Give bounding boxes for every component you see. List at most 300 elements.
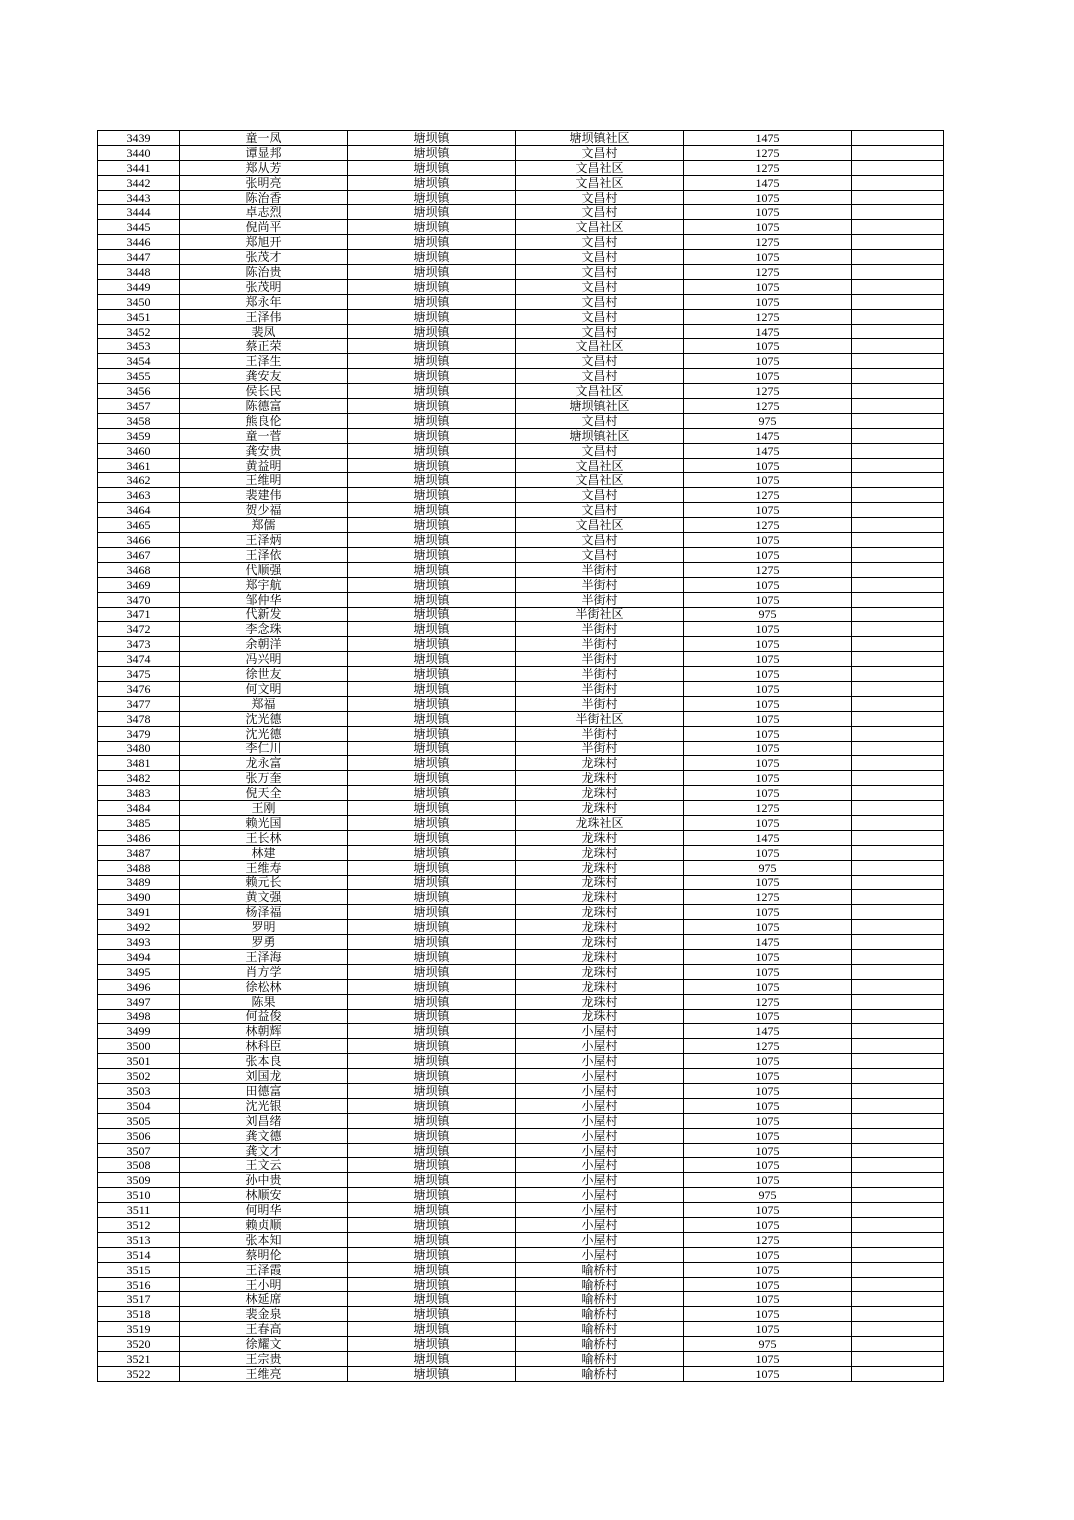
note-cell xyxy=(852,1322,944,1337)
village-cell: 喻桥村 xyxy=(516,1352,684,1367)
town-cell: 塘坝镇 xyxy=(348,652,516,667)
table-row xyxy=(98,1039,944,1054)
row-number-cell: 3518 xyxy=(98,1307,180,1322)
table-row xyxy=(98,265,944,280)
village-cell: 文昌村 xyxy=(516,279,684,294)
town-cell: 塘坝镇 xyxy=(348,533,516,548)
name-cell: 王泽霞 xyxy=(180,1262,348,1277)
amount-cell: 1075 xyxy=(684,1173,852,1188)
row-number-cell: 3453 xyxy=(98,339,180,354)
town-cell: 塘坝镇 xyxy=(348,443,516,458)
village-cell: 文昌村 xyxy=(516,354,684,369)
village-cell: 龙珠村 xyxy=(516,801,684,816)
town-cell: 塘坝镇 xyxy=(348,607,516,622)
table-row xyxy=(98,1069,944,1084)
name-cell: 黄文强 xyxy=(180,890,348,905)
town-cell: 塘坝镇 xyxy=(348,250,516,265)
table-row xyxy=(98,994,944,1009)
note-cell xyxy=(852,801,944,816)
village-cell: 龙珠村 xyxy=(516,771,684,786)
row-number-cell: 3512 xyxy=(98,1218,180,1233)
note-cell xyxy=(852,384,944,399)
table-row xyxy=(98,1247,944,1262)
amount-cell: 1275 xyxy=(684,265,852,280)
table-row xyxy=(98,205,944,220)
name-cell: 何明华 xyxy=(180,1203,348,1218)
table-row xyxy=(98,1366,944,1381)
amount-cell: 1075 xyxy=(684,1307,852,1322)
village-cell: 喻桥村 xyxy=(516,1366,684,1381)
name-cell: 裴建伟 xyxy=(180,488,348,503)
village-cell: 文昌社区 xyxy=(516,220,684,235)
village-cell: 喻桥村 xyxy=(516,1322,684,1337)
town-cell: 塘坝镇 xyxy=(348,577,516,592)
table-row xyxy=(98,413,944,428)
row-number-cell: 3470 xyxy=(98,592,180,607)
name-cell: 童一凤 xyxy=(180,131,348,146)
table-row xyxy=(98,607,944,622)
row-number-cell: 3455 xyxy=(98,369,180,384)
note-cell xyxy=(852,1188,944,1203)
amount-cell: 1475 xyxy=(684,131,852,146)
note-cell xyxy=(852,220,944,235)
village-cell: 小屋村 xyxy=(516,1247,684,1262)
name-cell: 郑从芳 xyxy=(180,160,348,175)
name-cell: 刘昌绪 xyxy=(180,1113,348,1128)
name-cell: 张本良 xyxy=(180,1054,348,1069)
table-row xyxy=(98,1054,944,1069)
note-cell xyxy=(852,413,944,428)
name-cell: 陈治香 xyxy=(180,190,348,205)
table-row xyxy=(98,726,944,741)
table-row xyxy=(98,518,944,533)
town-cell: 塘坝镇 xyxy=(348,1203,516,1218)
name-cell: 刘国龙 xyxy=(180,1069,348,1084)
data-table xyxy=(97,130,944,1382)
row-number-cell: 3513 xyxy=(98,1232,180,1247)
table-row xyxy=(98,741,944,756)
note-cell xyxy=(852,339,944,354)
village-cell: 龙珠村 xyxy=(516,920,684,935)
note-cell xyxy=(852,473,944,488)
amount-cell: 1075 xyxy=(684,964,852,979)
name-cell: 王刚 xyxy=(180,801,348,816)
village-cell: 龙珠村 xyxy=(516,890,684,905)
amount-cell: 1275 xyxy=(684,235,852,250)
table-row xyxy=(98,860,944,875)
name-cell: 张万奎 xyxy=(180,771,348,786)
note-cell xyxy=(852,652,944,667)
name-cell: 何文明 xyxy=(180,681,348,696)
table-row xyxy=(98,771,944,786)
town-cell: 塘坝镇 xyxy=(348,399,516,414)
amount-cell: 1075 xyxy=(684,786,852,801)
name-cell: 熊良伦 xyxy=(180,413,348,428)
amount-cell: 1075 xyxy=(684,354,852,369)
note-cell xyxy=(852,845,944,860)
town-cell: 塘坝镇 xyxy=(348,1054,516,1069)
village-cell: 塘坝镇社区 xyxy=(516,428,684,443)
amount-cell: 1075 xyxy=(684,473,852,488)
amount-cell: 1275 xyxy=(684,399,852,414)
village-cell: 龙珠村 xyxy=(516,830,684,845)
village-cell: 龙珠村 xyxy=(516,979,684,994)
table-row xyxy=(98,756,944,771)
amount-cell: 1075 xyxy=(684,741,852,756)
village-cell: 文昌社区 xyxy=(516,518,684,533)
amount-cell: 1275 xyxy=(684,890,852,905)
note-cell xyxy=(852,771,944,786)
village-cell: 龙珠村 xyxy=(516,756,684,771)
row-number-cell: 3497 xyxy=(98,994,180,1009)
name-cell: 王泽伟 xyxy=(180,309,348,324)
amount-cell: 1075 xyxy=(684,711,852,726)
note-cell xyxy=(852,875,944,890)
village-cell: 文昌村 xyxy=(516,294,684,309)
note-cell xyxy=(852,1128,944,1143)
table-row xyxy=(98,1277,944,1292)
village-cell: 小屋村 xyxy=(516,1024,684,1039)
row-number-cell: 3492 xyxy=(98,920,180,935)
row-number-cell: 3464 xyxy=(98,503,180,518)
table-row xyxy=(98,309,944,324)
name-cell: 贺少福 xyxy=(180,503,348,518)
amount-cell: 1075 xyxy=(684,1247,852,1262)
town-cell: 塘坝镇 xyxy=(348,384,516,399)
name-cell: 徐世友 xyxy=(180,667,348,682)
note-cell xyxy=(852,131,944,146)
row-number-cell: 3459 xyxy=(98,428,180,443)
note-cell xyxy=(852,175,944,190)
village-cell: 文昌村 xyxy=(516,190,684,205)
name-cell: 王长林 xyxy=(180,830,348,845)
table-row xyxy=(98,1232,944,1247)
note-cell xyxy=(852,503,944,518)
table-row xyxy=(98,503,944,518)
name-cell: 沈光德 xyxy=(180,726,348,741)
table-row xyxy=(98,250,944,265)
town-cell: 塘坝镇 xyxy=(348,771,516,786)
row-number-cell: 3502 xyxy=(98,1069,180,1084)
town-cell: 塘坝镇 xyxy=(348,190,516,205)
name-cell: 林朝辉 xyxy=(180,1024,348,1039)
amount-cell: 1075 xyxy=(684,190,852,205)
town-cell: 塘坝镇 xyxy=(348,294,516,309)
name-cell: 陈治贵 xyxy=(180,265,348,280)
amount-cell: 1075 xyxy=(684,905,852,920)
row-number-cell: 3479 xyxy=(98,726,180,741)
row-number-cell: 3471 xyxy=(98,607,180,622)
note-cell xyxy=(852,830,944,845)
name-cell: 黄益明 xyxy=(180,458,348,473)
table-body xyxy=(98,131,944,1382)
row-number-cell: 3443 xyxy=(98,190,180,205)
note-cell xyxy=(852,1366,944,1381)
town-cell: 塘坝镇 xyxy=(348,1307,516,1322)
row-number-cell: 3516 xyxy=(98,1277,180,1292)
name-cell: 陈果 xyxy=(180,994,348,1009)
row-number-cell: 3442 xyxy=(98,175,180,190)
note-cell xyxy=(852,145,944,160)
name-cell: 徐耀文 xyxy=(180,1337,348,1352)
amount-cell: 975 xyxy=(684,413,852,428)
note-cell xyxy=(852,547,944,562)
note-cell xyxy=(852,1024,944,1039)
note-cell xyxy=(852,1054,944,1069)
amount-cell: 1275 xyxy=(684,1039,852,1054)
row-number-cell: 3480 xyxy=(98,741,180,756)
village-cell: 文昌社区 xyxy=(516,175,684,190)
village-cell: 小屋村 xyxy=(516,1173,684,1188)
amount-cell: 1075 xyxy=(684,294,852,309)
row-number-cell: 3507 xyxy=(98,1143,180,1158)
note-cell xyxy=(852,860,944,875)
town-cell: 塘坝镇 xyxy=(348,875,516,890)
row-number-cell: 3441 xyxy=(98,160,180,175)
note-cell xyxy=(852,696,944,711)
town-cell: 塘坝镇 xyxy=(348,265,516,280)
table-row xyxy=(98,845,944,860)
table-row xyxy=(98,920,944,935)
row-number-cell: 3451 xyxy=(98,309,180,324)
table-row xyxy=(98,696,944,711)
amount-cell: 1475 xyxy=(684,324,852,339)
row-number-cell: 3482 xyxy=(98,771,180,786)
note-cell xyxy=(852,890,944,905)
village-cell: 龙珠村 xyxy=(516,786,684,801)
row-number-cell: 3444 xyxy=(98,205,180,220)
village-cell: 小屋村 xyxy=(516,1232,684,1247)
row-number-cell: 3517 xyxy=(98,1292,180,1307)
table-row xyxy=(98,547,944,562)
amount-cell: 1475 xyxy=(684,1024,852,1039)
note-cell xyxy=(852,279,944,294)
row-number-cell: 3454 xyxy=(98,354,180,369)
amount-cell: 1275 xyxy=(684,160,852,175)
row-number-cell: 3496 xyxy=(98,979,180,994)
name-cell: 郑永年 xyxy=(180,294,348,309)
village-cell: 龙珠村 xyxy=(516,1009,684,1024)
amount-cell: 1075 xyxy=(684,771,852,786)
town-cell: 塘坝镇 xyxy=(348,994,516,1009)
village-cell: 小屋村 xyxy=(516,1128,684,1143)
note-cell xyxy=(852,1277,944,1292)
name-cell: 代顺强 xyxy=(180,562,348,577)
name-cell: 王维明 xyxy=(180,473,348,488)
table-row xyxy=(98,1128,944,1143)
town-cell: 塘坝镇 xyxy=(348,949,516,964)
amount-cell: 1075 xyxy=(684,547,852,562)
village-cell: 小屋村 xyxy=(516,1054,684,1069)
row-number-cell: 3477 xyxy=(98,696,180,711)
town-cell: 塘坝镇 xyxy=(348,726,516,741)
village-cell: 文昌村 xyxy=(516,533,684,548)
name-cell: 张茂明 xyxy=(180,279,348,294)
row-number-cell: 3490 xyxy=(98,890,180,905)
row-number-cell: 3468 xyxy=(98,562,180,577)
amount-cell: 1275 xyxy=(684,384,852,399)
note-cell xyxy=(852,369,944,384)
name-cell: 童一菅 xyxy=(180,428,348,443)
town-cell: 塘坝镇 xyxy=(348,1232,516,1247)
name-cell: 龙永富 xyxy=(180,756,348,771)
amount-cell: 1075 xyxy=(684,637,852,652)
row-number-cell: 3484 xyxy=(98,801,180,816)
town-cell: 塘坝镇 xyxy=(348,1262,516,1277)
name-cell: 余朝洋 xyxy=(180,637,348,652)
row-number-cell: 3448 xyxy=(98,265,180,280)
table-row xyxy=(98,1322,944,1337)
amount-cell: 1075 xyxy=(684,369,852,384)
name-cell: 林顺安 xyxy=(180,1188,348,1203)
village-cell: 半街村 xyxy=(516,696,684,711)
amount-cell: 1475 xyxy=(684,935,852,950)
amount-cell: 1075 xyxy=(684,652,852,667)
row-number-cell: 3495 xyxy=(98,964,180,979)
name-cell: 郑儒 xyxy=(180,518,348,533)
amount-cell: 1075 xyxy=(684,250,852,265)
table-row xyxy=(98,175,944,190)
note-cell xyxy=(852,1098,944,1113)
table-row xyxy=(98,458,944,473)
amount-cell: 1075 xyxy=(684,1113,852,1128)
town-cell: 塘坝镇 xyxy=(348,458,516,473)
town-cell: 塘坝镇 xyxy=(348,1084,516,1099)
note-cell xyxy=(852,711,944,726)
row-number-cell: 3463 xyxy=(98,488,180,503)
note-cell xyxy=(852,964,944,979)
name-cell: 龚文德 xyxy=(180,1128,348,1143)
table-row xyxy=(98,711,944,726)
note-cell xyxy=(852,235,944,250)
amount-cell: 1075 xyxy=(684,1143,852,1158)
row-number-cell: 3498 xyxy=(98,1009,180,1024)
amount-cell: 1275 xyxy=(684,145,852,160)
village-cell: 文昌村 xyxy=(516,265,684,280)
table-row xyxy=(98,160,944,175)
town-cell: 塘坝镇 xyxy=(348,1024,516,1039)
village-cell: 龙珠村 xyxy=(516,964,684,979)
name-cell: 裴凤 xyxy=(180,324,348,339)
village-cell: 龙珠村 xyxy=(516,949,684,964)
name-cell: 王泽生 xyxy=(180,354,348,369)
amount-cell: 1075 xyxy=(684,756,852,771)
amount-cell: 1075 xyxy=(684,979,852,994)
amount-cell: 1075 xyxy=(684,1098,852,1113)
name-cell: 王宗贵 xyxy=(180,1352,348,1367)
amount-cell: 1075 xyxy=(684,279,852,294)
village-cell: 文昌社区 xyxy=(516,339,684,354)
note-cell xyxy=(852,949,944,964)
row-number-cell: 3506 xyxy=(98,1128,180,1143)
village-cell: 半街村 xyxy=(516,681,684,696)
town-cell: 塘坝镇 xyxy=(348,160,516,175)
note-cell xyxy=(852,294,944,309)
note-cell xyxy=(852,309,944,324)
note-cell xyxy=(852,577,944,592)
name-cell: 赖元长 xyxy=(180,875,348,890)
row-number-cell: 3519 xyxy=(98,1322,180,1337)
amount-cell: 975 xyxy=(684,1337,852,1352)
row-number-cell: 3491 xyxy=(98,905,180,920)
village-cell: 喻桥村 xyxy=(516,1307,684,1322)
village-cell: 喻桥村 xyxy=(516,1337,684,1352)
town-cell: 塘坝镇 xyxy=(348,518,516,533)
town-cell: 塘坝镇 xyxy=(348,890,516,905)
table-row xyxy=(98,1143,944,1158)
village-cell: 半街村 xyxy=(516,726,684,741)
note-cell xyxy=(852,1009,944,1024)
table-row xyxy=(98,428,944,443)
village-cell: 小屋村 xyxy=(516,1203,684,1218)
row-number-cell: 3476 xyxy=(98,681,180,696)
table-row xyxy=(98,1009,944,1024)
table-row xyxy=(98,443,944,458)
note-cell xyxy=(852,592,944,607)
town-cell: 塘坝镇 xyxy=(348,279,516,294)
town-cell: 塘坝镇 xyxy=(348,1069,516,1084)
row-number-cell: 3500 xyxy=(98,1039,180,1054)
note-cell xyxy=(852,1158,944,1173)
table-row xyxy=(98,533,944,548)
name-cell: 龚文才 xyxy=(180,1143,348,1158)
row-number-cell: 3478 xyxy=(98,711,180,726)
row-number-cell: 3452 xyxy=(98,324,180,339)
town-cell: 塘坝镇 xyxy=(348,1009,516,1024)
row-number-cell: 3465 xyxy=(98,518,180,533)
note-cell xyxy=(852,265,944,280)
note-cell xyxy=(852,726,944,741)
town-cell: 塘坝镇 xyxy=(348,801,516,816)
village-cell: 小屋村 xyxy=(516,1039,684,1054)
row-number-cell: 3461 xyxy=(98,458,180,473)
village-cell: 文昌村 xyxy=(516,309,684,324)
amount-cell: 1275 xyxy=(684,994,852,1009)
village-cell: 文昌村 xyxy=(516,145,684,160)
village-cell: 半街村 xyxy=(516,562,684,577)
amount-cell: 1075 xyxy=(684,667,852,682)
name-cell: 陈德富 xyxy=(180,399,348,414)
note-cell xyxy=(852,815,944,830)
table-row xyxy=(98,145,944,160)
town-cell: 塘坝镇 xyxy=(348,1098,516,1113)
village-cell: 小屋村 xyxy=(516,1218,684,1233)
town-cell: 塘坝镇 xyxy=(348,979,516,994)
village-cell: 文昌村 xyxy=(516,488,684,503)
name-cell: 王维亮 xyxy=(180,1366,348,1381)
name-cell: 沈光德 xyxy=(180,711,348,726)
row-number-cell: 3474 xyxy=(98,652,180,667)
village-cell: 文昌村 xyxy=(516,205,684,220)
row-number-cell: 3456 xyxy=(98,384,180,399)
name-cell: 李念珠 xyxy=(180,622,348,637)
name-cell: 侯长民 xyxy=(180,384,348,399)
table-row xyxy=(98,1084,944,1099)
note-cell xyxy=(852,1262,944,1277)
village-cell: 小屋村 xyxy=(516,1069,684,1084)
table-row xyxy=(98,131,944,146)
name-cell: 蔡明伦 xyxy=(180,1247,348,1262)
village-cell: 文昌村 xyxy=(516,369,684,384)
name-cell: 郑福 xyxy=(180,696,348,711)
village-cell: 小屋村 xyxy=(516,1098,684,1113)
row-number-cell: 3466 xyxy=(98,533,180,548)
name-cell: 肖方学 xyxy=(180,964,348,979)
note-cell xyxy=(852,1337,944,1352)
village-cell: 文昌社区 xyxy=(516,473,684,488)
name-cell: 林延席 xyxy=(180,1292,348,1307)
village-cell: 半街村 xyxy=(516,622,684,637)
